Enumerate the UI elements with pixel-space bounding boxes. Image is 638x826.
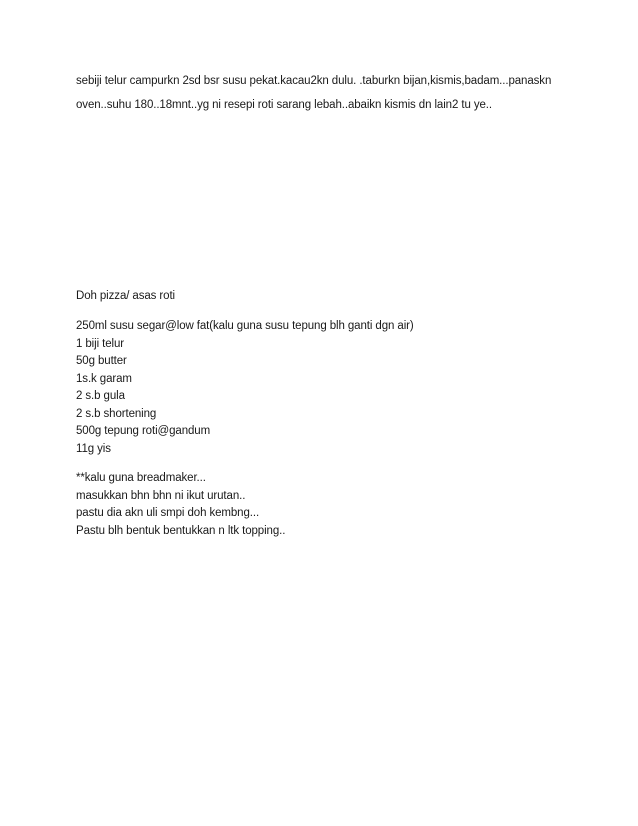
intro-line: sebiji telur campurkn 2sd bsr susu pekat.kacau2kn dulu. .taburkn bijan,kismis,badam...panaskn [76,75,552,87]
recipe-title: Doh pizza/ asas roti [76,290,175,302]
intro-line: oven..suhu 180..18mnt..yg ni resepi roti sarang lebah..abaikn kismis dn lain2 tu ye.. [76,98,492,111]
method-step: **kalu guna breadmaker... [76,472,206,484]
ingredient-item: 11g yis [76,442,111,455]
recipe-heading [76,288,576,306]
ingredient-list [76,318,576,458]
ingredient-item: 2 s.b shortening [76,407,157,420]
ingredient-item: 2 s.b gula [76,390,125,402]
ingredient-item: 1 biji telur [76,337,125,350]
method-step: pastu dia akn uli smpi doh kembng... [76,507,260,519]
method-steps [76,470,576,540]
ingredient-item: 50g butter [76,355,127,367]
intro-paragraph [76,70,576,117]
method-step: Pastu blh bentuk bentukkan n ltk topping.. [76,524,286,537]
ingredient-item: 500g tepung roti@gandum [76,425,211,437]
ingredient-item: 1s.k garam [76,372,132,385]
ingredient-item: 250ml susu segar@low fat(kalu guna susu tepung blh ganti dgn air) [76,320,414,332]
method-step: masukkan bhn bhn ni ikut urutan.. [76,489,246,502]
